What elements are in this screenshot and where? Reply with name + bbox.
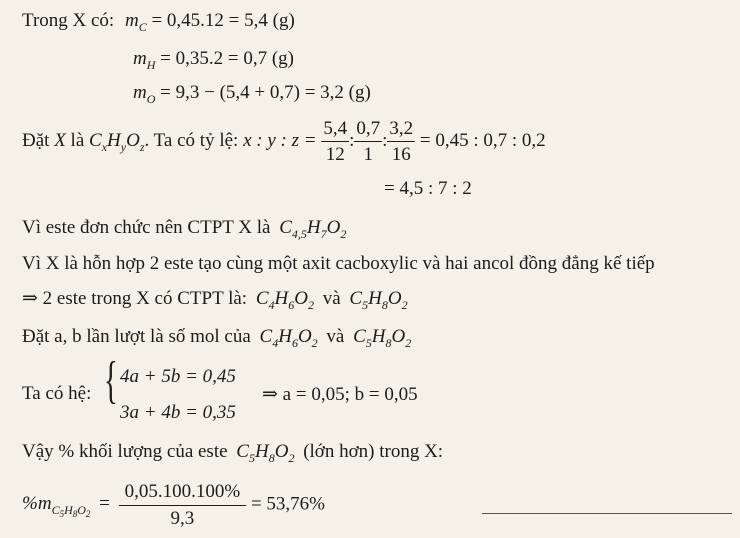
line-two-esters: ⇒ 2 este trong X có CTPT là: $C_4H_6O_2$ và $C_5H_8O_2$ <box>22 288 408 312</box>
equation-2: 3a + 4b = 0,35 <box>120 402 236 423</box>
mass-h-expr: = 0,35.2 = 0,7 (g) <box>160 48 294 69</box>
line-mass-carbon: Trong X có: $m_C = 0,45.12 = 5,4$ (g) <box>22 10 295 34</box>
line-mixture-note: Vì X là hỗn hợp 2 este tạo cùng một axit cacboxylic và hai ancol đồng đẳng kế tiếp <box>22 253 655 274</box>
ratio-label: x : y : z = <box>243 129 317 151</box>
line-ratio-simplified: = 4,5 : 7 : 2 <box>384 178 472 199</box>
final-result: = 53,76% <box>250 493 326 515</box>
system-brace: { <box>104 352 118 409</box>
divider-line <box>482 513 732 514</box>
mass-c-expr: = 0,45.12 = 5,4 (g) <box>151 10 295 31</box>
fraction-hydrogen: $\frac{0,7}{1}$ <box>356 118 381 165</box>
line-formula-x: Vì este đơn chức nên CTPT X là $C_{4,5}H_7O_2$ <box>22 217 347 241</box>
fraction-carbon: $\frac{5,4}{12}$ <box>323 118 348 165</box>
mass-o-expr: = 9,3 − (5,4 + 0,7) = 3,2 (g) <box>160 82 371 103</box>
ratio-result: = 0,45 : 0,7 : 0,2 <box>419 129 546 151</box>
intro-label: Trong X có: <box>22 10 115 31</box>
line-conclusion: Vậy % khối lượng của este $C_5H_8O_2$ (lớn hơn) trong X: <box>22 441 444 465</box>
equation-1: 4a + 5b = 0,45 <box>120 366 236 387</box>
fraction-oxygen: $\frac{3,2}{16}$ <box>389 118 414 165</box>
final-fraction: $\frac{0,05.100.100\%}{9,3}$ <box>119 482 247 528</box>
system-label: Ta có hệ: <box>22 383 92 404</box>
line-mass-oxygen: $m_O = 9,3 - (5,4 + 0,7) = 3,2$ (g) <box>133 82 371 106</box>
line-define-moles: Đặt a, b lần lượt là số mol của $C_4H_6O_2$ và $C_5H_8O_2$ <box>22 326 412 350</box>
line-mass-hydrogen: $m_H = 0,35.2 = 0,7$ (g) <box>133 48 294 72</box>
system-result: ⇒ a = 0,05; b = 0,05 <box>262 384 418 405</box>
line-ratio: Đặt X là $C_xH_yO_z$. Ta có tỷ lệ: x : y : z = $\frac{5,4}{12}$ : $\frac{0,7}{1}$ : $\frac{3,2}{16}$ = 0,45 : 0,7 : 0,2 <box>22 118 546 165</box>
final-calculation: $\%m_{C_5H_8O_2}$ = $\frac{0,05.100.100\%}{9,3}$ = 53,76% <box>22 481 326 529</box>
